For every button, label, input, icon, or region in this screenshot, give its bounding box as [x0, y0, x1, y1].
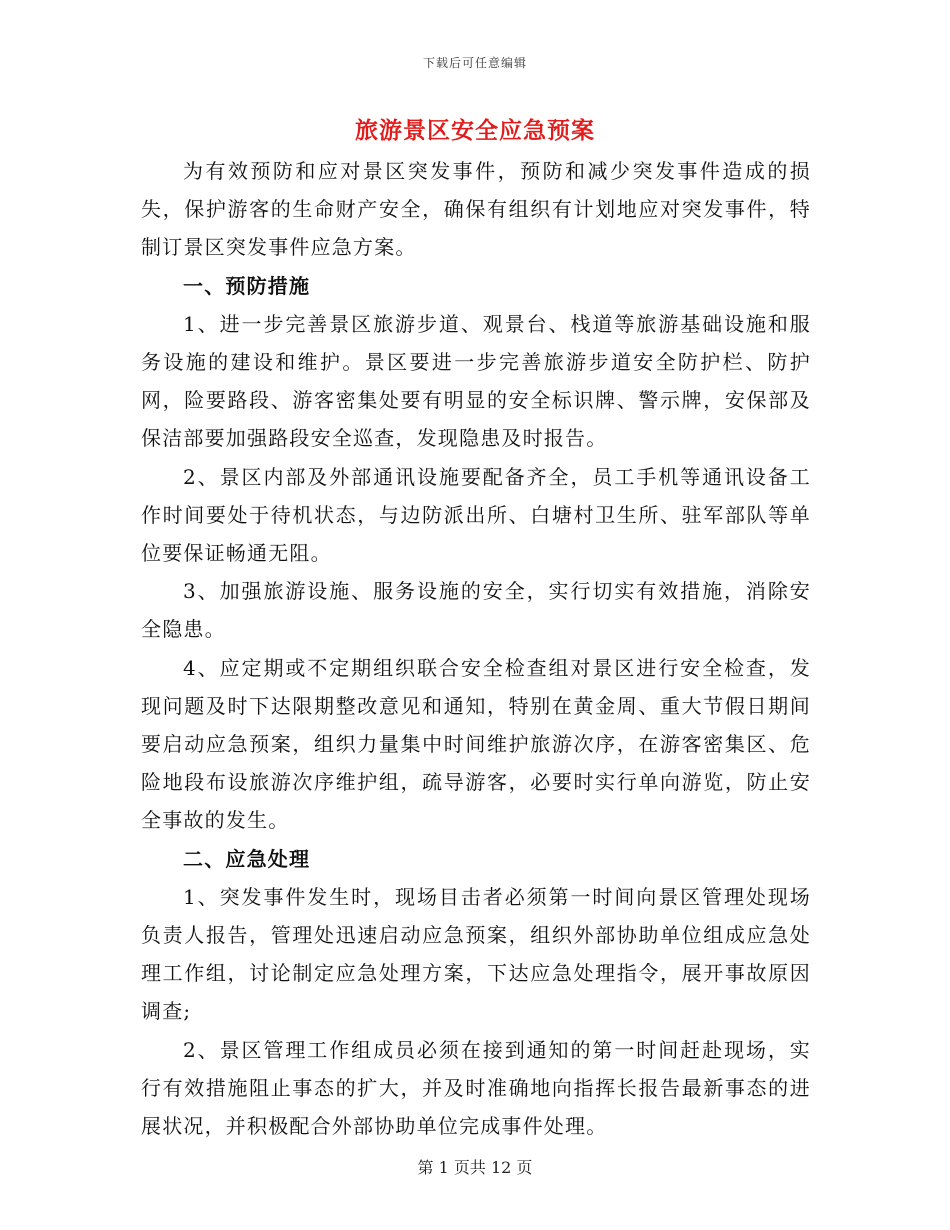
section-heading-prevention: 一、预防措施 — [183, 273, 311, 298]
section-heading-emergency: 二、应急处理 — [183, 846, 311, 871]
emergency-item-2: 2、景区管理工作组成员必须在接到通知的第一时间赶赴现场，实行有效措施阻止事态的扩大，并及时准确地向指挥长报告最新事态的进展状况，并积极配合外部协助单位完成事件处理。 — [141, 1037, 811, 1139]
intro-paragraph: 为有效预防和应对景区突发事件，预防和减少突发事件造成的损失，保护游客的生命财产安全，确保有组织有计划地应对突发事件，特制订景区突发事件应急方案。 — [141, 159, 811, 260]
prevention-item-2: 2、景区内部及外部通讯设施要配备齐全，员工手机等通讯设备工作时间要处于待机状态，与边防派出所、白塘村卫生所、驻军部队等单位要保证畅通无阻。 — [141, 464, 811, 566]
page-number-footer: 第 1 页共 12 页 — [417, 1158, 533, 1177]
document-title: 旅游景区安全应急预案 — [355, 117, 595, 144]
prevention-item-1: 1、进一步完善景区旅游步道、观景台、栈道等旅游基础设施和服务设施的建设和维护。景区要进一步完善旅游步道安全防护栏、防护网，险要路段、游客密集处要有明显的安全标识牌、警示牌，安保部及保洁部要加强路段安全巡查，发现隐患及时报告。 — [141, 311, 811, 451]
emergency-item-1: 1、突发事件发生时，现场目击者必须第一时间向景区管理处现场负责人报告，管理处迅速启动应急预案，组织外部协助单位组成应急处理工作组，讨论制定应急处理方案，下达应急处理指令，展开事故原因调查; — [141, 884, 811, 1024]
document-body — [141, 152, 811, 1145]
header-note: 下载后可任意编辑 — [422, 56, 527, 70]
prevention-item-4: 4、应定期或不定期组织联合安全检查组对景区进行安全检查，发现问题及时下达限期整改意见和通知，特别在黄金周、重大节假日期间要启动应急预案，组织力量集中时间维护旅游次序，在游客密集区、危险地段布设旅游次序维护组，疏导游客，必要时实行单向游览，防止安全事故的发生。 — [141, 655, 811, 833]
prevention-item-3: 3、加强旅游设施、服务设施的安全，实行切实有效措施，消除安全隐患。 — [141, 579, 811, 642]
